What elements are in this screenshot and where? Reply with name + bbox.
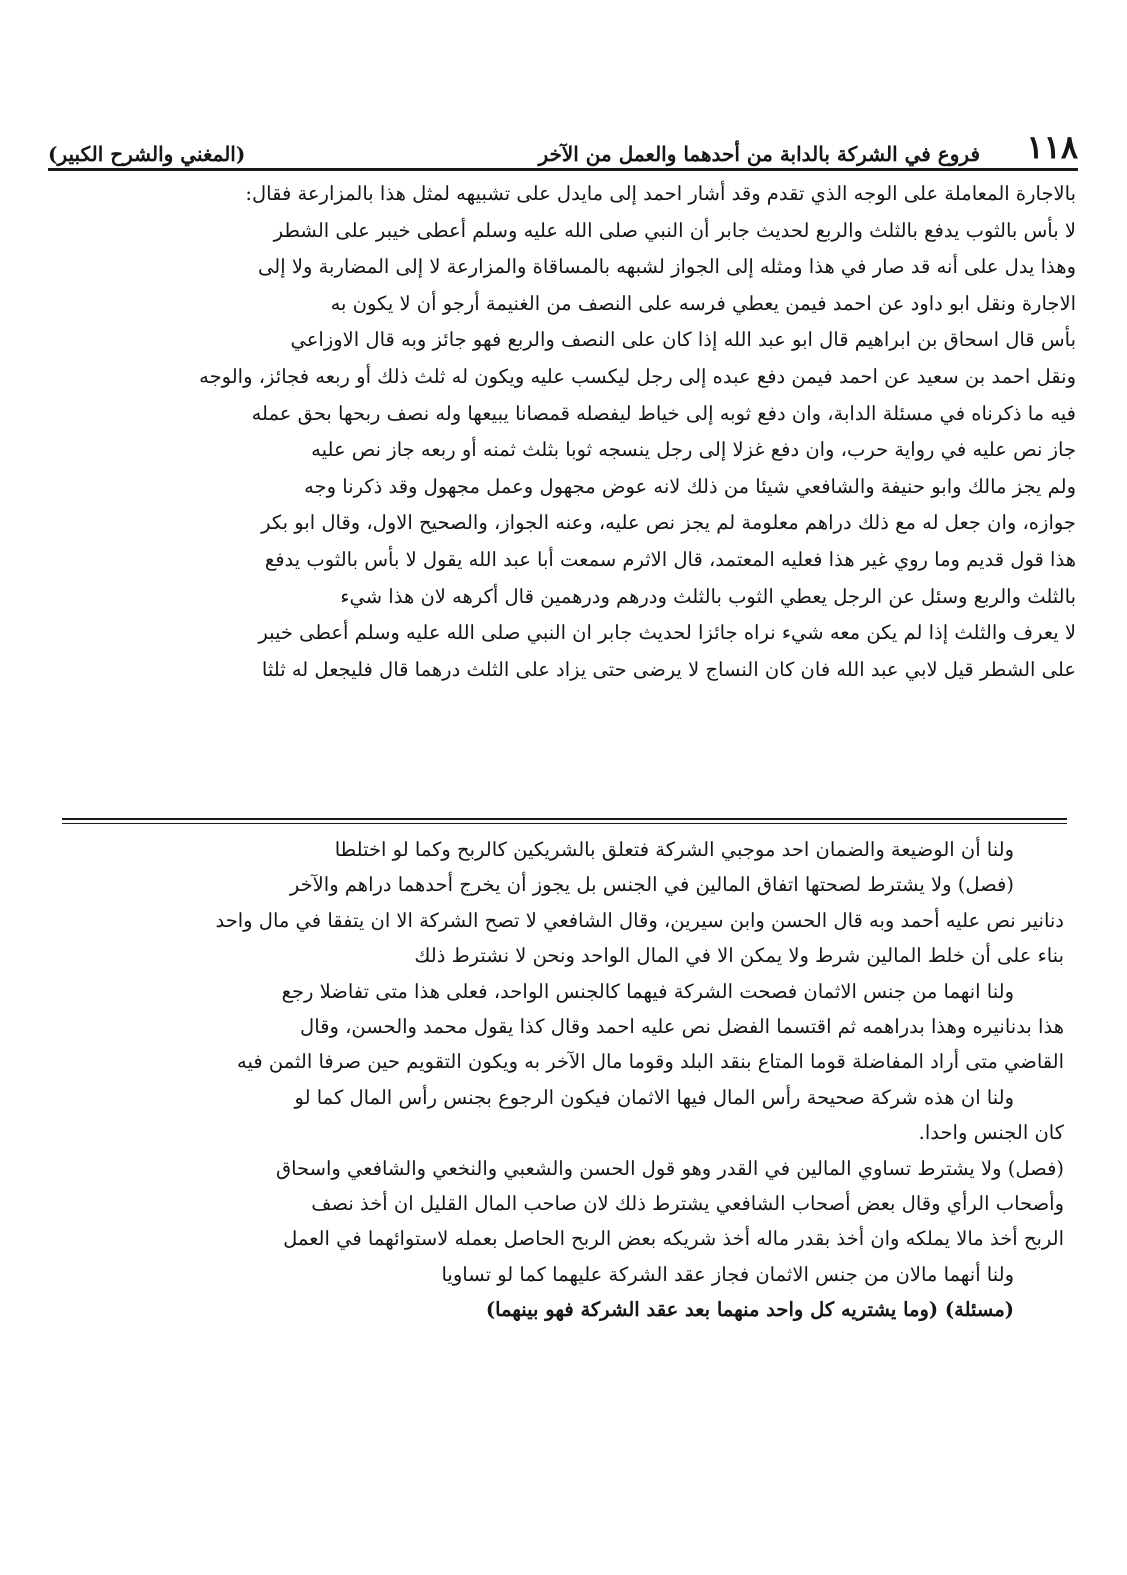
- sharh-line: بالثلث والربع وسئل عن الرجل يعطي الثوب بالثلث ودرهم ودرهمين قال أكرهه لان هذا شيء: [340, 584, 1076, 608]
- mughni-line: دنانير نص عليه أحمد وبه قال الحسن وابن سيرين، وقال الشافعي لا تصح الشركة الا ان يتفقا في مال واحد: [215, 908, 1064, 932]
- mughni-text-block: [72, 832, 1064, 1328]
- mughni-line: ولنا انهما من جنس الاثمان فصحت الشركة فيهما كالجنس الواحد، فعلى هذا متى تفاضلا رجع: [281, 979, 1014, 1003]
- mughni-line: وأصحاب الرأي وقال بعض أصحاب الشافعي يشترط ذلك لان صاحب المال القليل ان أخذ نصف: [311, 1192, 1064, 1216]
- sharh-line: لا يعرف والثلث إذا لم يكن معه شيء نراه جائزا لحديث جابر ان النبي صلى الله عليه وسلم أعطى خيبر: [258, 621, 1076, 645]
- sharh-line: ولم يجز مالك وابو حنيفة والشافعي شيئا من ذلك لانه عوض مجهول وعمل مجهول وقد ذكرنا وجه: [304, 474, 1076, 498]
- book-title: (المغني والشرح الكبير): [48, 142, 246, 166]
- section-divider-thin: [62, 823, 1067, 824]
- sharh-line: الاجارة ونقل ابو داود عن احمد فيمن يعطي فرسه على النصف من الغنيمة أرجو أن لا يكون به: [330, 291, 1076, 315]
- sharh-line: ونقل احمد بن سعيد عن احمد فيمن دفع عبده إلى رجل ليكسب عليه ويكون له ثلث ذلك أو ربعه فجائز، والوجه: [199, 364, 1076, 388]
- mughni-line: بناء على أن خلط المالين شرط ولا يمكن الا في المال الواحد ونحن لا نشترط ذلك: [414, 944, 1064, 968]
- header-rule: [48, 168, 1078, 171]
- sharh-line: على الشطر قيل لابي عبد الله فان كان النساج لا يرضى حتى يزاد على الثلث درهما قال فليجعل له ثلثا: [261, 657, 1076, 681]
- mughni-line: ولنا أنهما مالان من جنس الاثمان فجاز عقد الشركة عليهما كما لو تساويا: [441, 1262, 1014, 1286]
- mughni-line: (فصل) ولا يشترط تساوي المالين في القدر وهو قول الحسن والشعبي والنخعي والشافعي واسحاق: [275, 1156, 1064, 1180]
- section-divider: [62, 818, 1067, 820]
- mughni-line: كان الجنس واحدا.: [918, 1121, 1064, 1145]
- masala-heading: (مسئلة) (وما يشتريه كل واحد منهما بعد عقد الشركة فهو بينهما): [485, 1298, 1014, 1322]
- mughni-line: (فصل) ولا يشترط لصحتها اتفاق المالين في الجنس بل يجوز أن يخرج أحدهما دراهم والآخر: [289, 873, 1014, 897]
- sharh-line: بأس قال اسحاق بن ابراهيم قال ابو عبد الله إذا كان على النصف والربع فهو جائز وبه قال الاوزاعي: [290, 328, 1076, 352]
- sharh-line: هذا قول قديم وما روي غير هذا فعليه المعتمد، قال الاثرم سمعت أبا عبد الله يقول لا بأس بالثوب يدفع: [264, 547, 1076, 571]
- mughni-line: هذا بدنانيره وهذا بدراهمه ثم اقتسما الفضل نص عليه احمد وقال كذا يقول محمد والحسن، وقال: [300, 1015, 1064, 1039]
- sharh-commentary-block: [50, 176, 1076, 688]
- running-title: فروع في الشركة بالدابة من أحدهما والعمل من الآخر: [538, 142, 980, 166]
- mughni-line: القاضي متى أراد المفاضلة قوما المتاع بنقد البلد وقوما مال الآخر به ويكون التقويم حين صرفا الثمن فيه: [237, 1050, 1064, 1074]
- sharh-line: بالاجارة المعاملة على الوجه الذي تقدم وقد أشار احمد إلى مايدل على تشبيهه لمثل هذا بالمزارعة فقال:: [245, 182, 1076, 205]
- sharh-line: جاز نص عليه في رواية حرب، وان دفع غزلا إلى رجل ينسجه ثوبا بثلث ثمنه أو ربعه جاز نص عليه: [311, 438, 1076, 462]
- mughni-line: ولنا ان هذه شركة صحيحة رأس المال فيها الاثمان فيكون الرجوع بجنس رأس المال كما لو: [294, 1085, 1014, 1109]
- page-number: ١١٨: [1026, 128, 1078, 166]
- sharh-line: جوازه، وان جعل له مع ذلك دراهم معلومة لم يجز نص عليه، وعنه الجواز، والصحيح الاول، وقال ابو بكر: [261, 511, 1076, 535]
- mughni-line: الربح أخذ مالا يملكه وان أخذ بقدر ماله أخذ شريكه بعض الربح الحاصل بعمله لاستوائهما في العمل: [283, 1227, 1064, 1251]
- page-header: [48, 118, 1078, 166]
- mughni-line: ولنا أن الوضيعة والضمان احد موجبي الشركة فتعلق بالشريكين كالربح وكما لو اختلطا: [334, 838, 1014, 861]
- sharh-line: وهذا يدل على أنه قد صار في هذا ومثله إلى الجواز لشبهه بالمساقاة والمزارعة لا إلى المضاربة ولا إلى: [258, 255, 1076, 279]
- sharh-line: لا بأس بالثوب يدفع بالثلث والربع لحديث جابر أن النبي صلى الله عليه وسلم أعطى خيبر على الشطر: [273, 218, 1076, 242]
- sharh-line: فيه ما ذكرناه في مسئلة الدابة، وان دفع ثوبه إلى خياط ليفصله قمصانا يبيعها وله نصف ربحها بحق عمله: [251, 401, 1076, 425]
